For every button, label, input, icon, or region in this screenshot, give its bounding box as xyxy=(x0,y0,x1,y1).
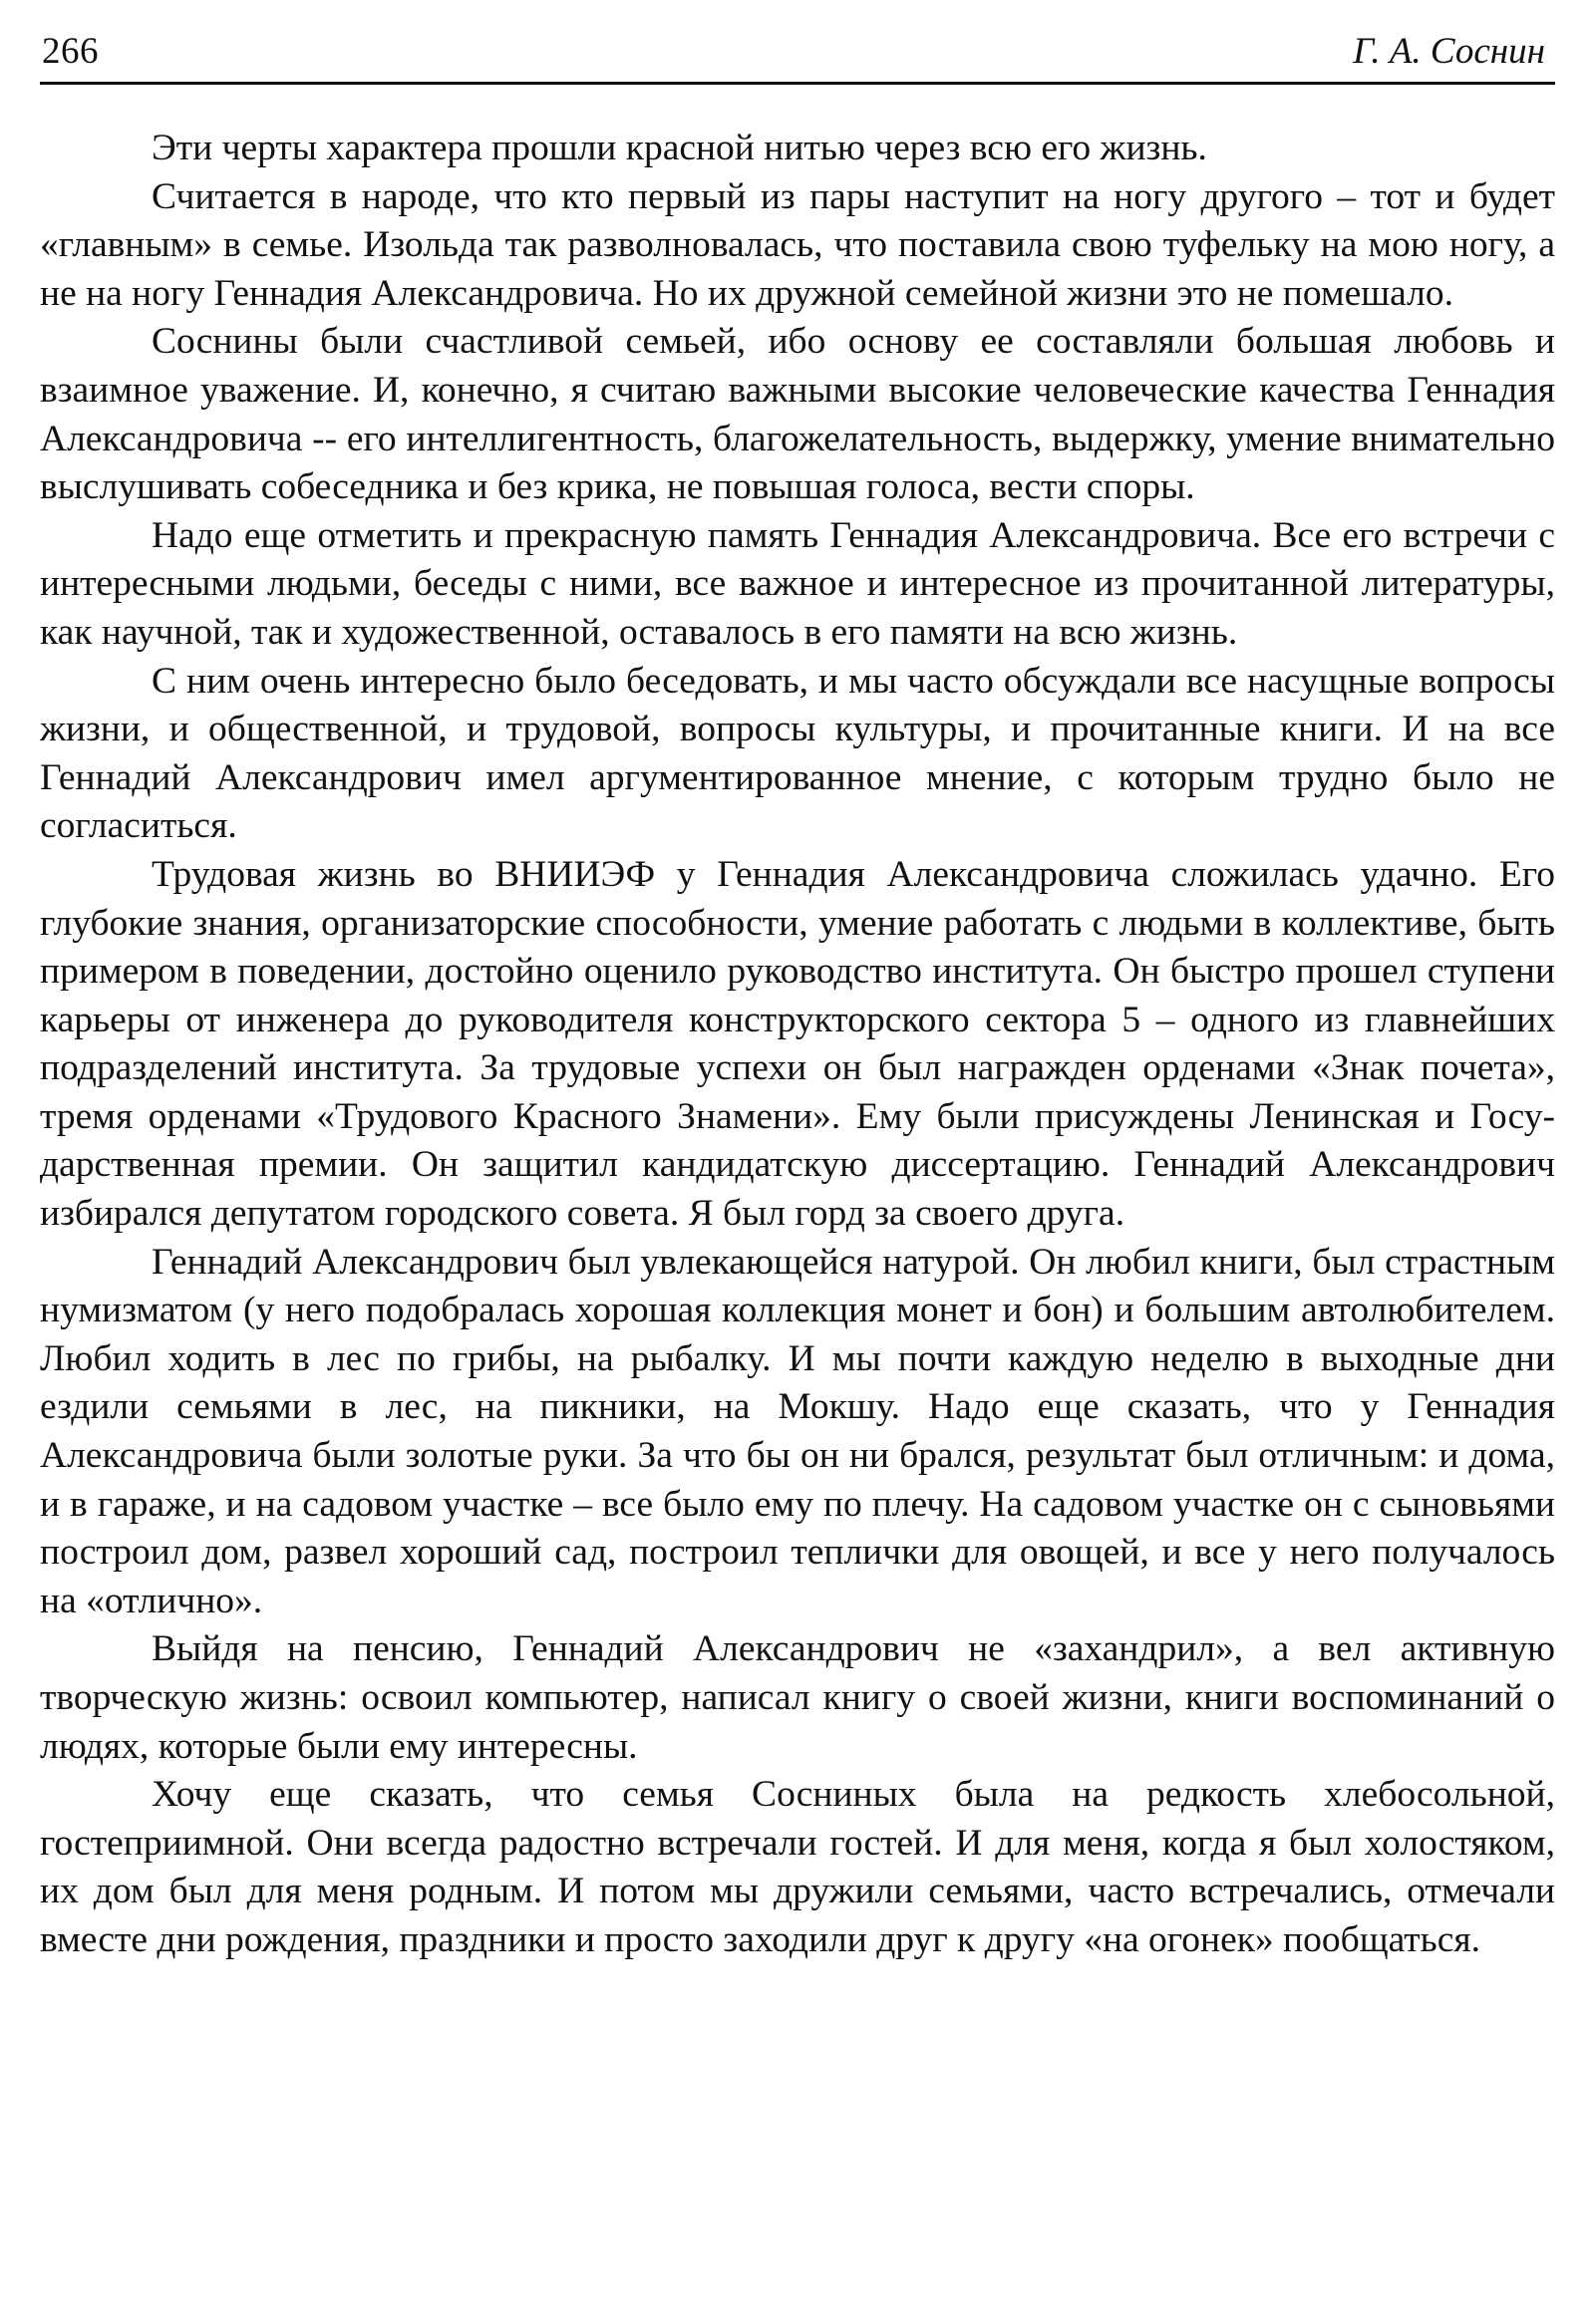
page-number: 266 xyxy=(42,31,99,72)
paragraph: Хочу еще сказать, что семья Сосниных была на редкость хлебосольной, гостеприимной. Они всегда радостно встречали гостей. И для меня, когда я был холостяком, их дом был для меня родным. И потом мы дружили семьями, часто встречались, отмечали вместе дни рождения, праздники и просто заходили друг к другу «на огонек» пообщаться. xyxy=(40,1774,1555,1960)
body-text xyxy=(40,125,1555,1965)
paragraph: Трудовая жизнь во ВНИИЭФ у Геннадия Александровича сложилась удачно. Его глубокие знания, организаторские способности, умение работать с людьми в коллективе, быть примером в поведении, достойно оценило руководство института. Он быстро прошел ступени карьеры от инженера до руководителя конструкторского сектора 5 – одного из главнейших подразделений института. За трудовые успехи он был награжден орденами «Знак почета», тремя орденами «Трудового Красного Знамени». Ему были присуждены Ленинская и Государственная премии. Он защитил кандидатскую диссертацию. Геннадий Александрович избирался депутатом городского совета. Я был горд за своего друга. xyxy=(40,853,1555,1235)
book-page xyxy=(40,30,1555,2292)
header-rule xyxy=(40,82,1555,85)
running-title: Г. А. Соснин xyxy=(1353,31,1545,72)
paragraph: Геннадий Александрович был увлекающейся натурой. Он любил книги, был страстным нумизматом (у него подобралась хорошая коллекция монет и бон) и большим автолюбителем. Любил ходить в лес по грибы, на рыбалку. И мы почти каждую неделю в выходные дни ездили семьями в лес, на пикники, на Мокшу. Надо еще сказать, что у Геннадия Александровича были золотые руки. За что бы он ни брался, результат был отличным: и дома, и в гараже, и на садовом участке – все было ему по плечу. На садовом участке он с сыновьями построил дом, развел хороший сад, построил теплички для овощей, и все у него получалось на «отлично». xyxy=(40,1241,1555,1621)
paragraph: Выйдя на пенсию, Геннадий Александрович не «захандрил», а вел активную творческую жизнь: освоил компьютер, написал книгу о своей жизни, книги воспоминаний о людях, которые были ему интересны. xyxy=(40,1628,1555,1767)
paragraph: Считается в народе, что кто первый из пары наступит на ногу другого – тот и будет «главным» в семье. Изольда так разволновалась, что поставила свою туфельку на мою ногу, а не на ногу Геннадия Александровича. Но их дружной семейной жизни это не помешало. xyxy=(40,175,1555,314)
paragraph: Эти черты характера прошли красной нитью через всю его жизнь. xyxy=(152,128,1207,168)
paragraph: С ним очень интересно было беседовать, и мы часто обсуждали все насущные вопросы жизни, и общественной, и трудовой, вопросы культуры, и прочитанные книги. И на все Геннадий Александрович имел аргументированное мнение, с которым трудно было не согласиться. xyxy=(40,660,1555,847)
paragraph: Соснины были счастливой семьей, ибо основу ее составляли большая любовь и взаимное уважение. И, конечно, я считаю важными высокие человеческие качества Геннадия Александровича -- его интеллигентность, благожелательность, выдержку, умение внимательно выслушивать собеседника и без крика, не повышая голоса, вести споры. xyxy=(40,321,1555,508)
running-head xyxy=(40,30,1555,74)
paragraph: Надо еще отметить и прекрасную память Геннадия Александровича. Все его встречи с интересными людьми, беседы с ними, все важное и интересное из прочитанной литературы, как научной, так и художественной, оставалось в его памяти на всю жизнь. xyxy=(40,514,1555,653)
